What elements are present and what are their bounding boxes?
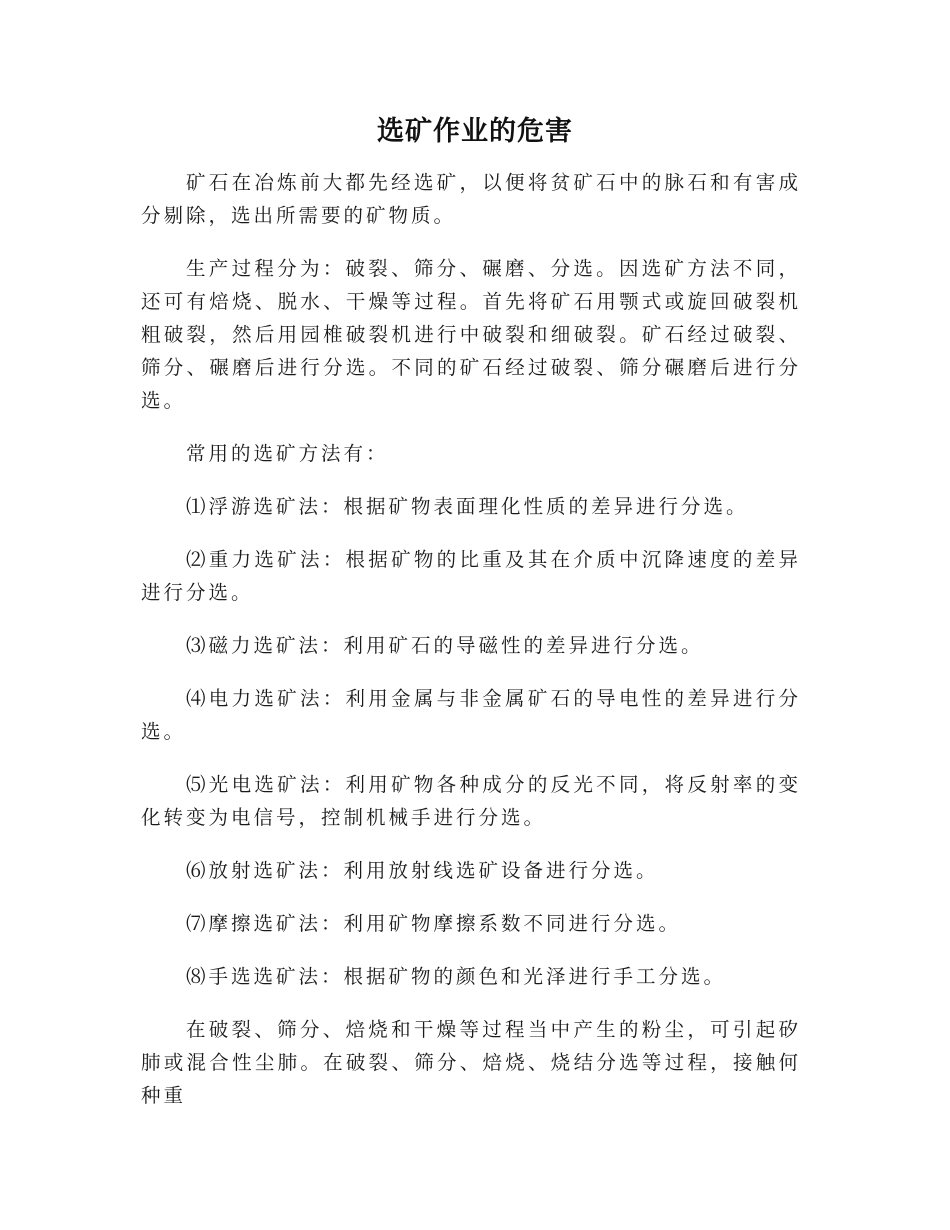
paragraph-method-flotation: ⑴浮游选矿法：根据矿物表面理化性质的差异进行分选。 [186,495,749,518]
paragraph-process: 生产过程分为：破裂、筛分、碾磨、分选。因选矿方法不同，还可有焙烧、脱水、干燥等过程。首先将矿石用颚式或旋回破裂机粗破裂，然后用园椎破裂机进行中破裂和细破裂。矿石经过破裂、筛分、碾磨后进行分选。不同的矿石经过破裂、筛分碾磨后进行分选。 [141,257,801,412]
paragraph-method-gravity: ⑵重力选矿法：根据矿物的比重及其在介质中沉降速度的差异进行分选。 [141,548,801,604]
paragraph-methods-heading: 常用的选矿方法有： [186,442,389,465]
paragraph-method-friction: ⑺摩擦选矿法：利用矿物摩擦系数不同进行分选。 [186,912,682,935]
paragraph-method-radiation: ⑹放射选矿法：利用放射线选矿设备进行分选。 [186,859,659,882]
paragraph-intro: 矿石在冶炼前大都先经选矿，以便将贫矿石中的脉石和有害成分剔除，选出所需要的矿物质。 [141,171,801,227]
paragraph-dust-hazard: 在破裂、筛分、焙烧和干燥等过程当中产生的粉尘，可引起矽肺或混合性尘肺。在破裂、筛分、焙烧、烧结分选等过程，接触何种重 [141,1018,801,1107]
paragraph-method-hand: ⑻手选选矿法：根据矿物的颜色和光泽进行手工分选。 [186,965,727,988]
paragraph-method-photoelectric: ⑸光电选矿法：利用矿物各种成分的反光不同，将反射率的变化转变为电信号，控制机械手进行分选。 [141,773,801,829]
paragraph-method-electric: ⑷电力选矿法：利用金属与非金属矿石的导电性的差异进行分选。 [141,687,801,743]
paragraph-method-magnetic: ⑶磁力选矿法：利用矿石的导磁性的差异进行分选。 [186,634,704,657]
document-body [141,166,801,1132]
document-title: 选矿作业的危害 [377,116,573,147]
